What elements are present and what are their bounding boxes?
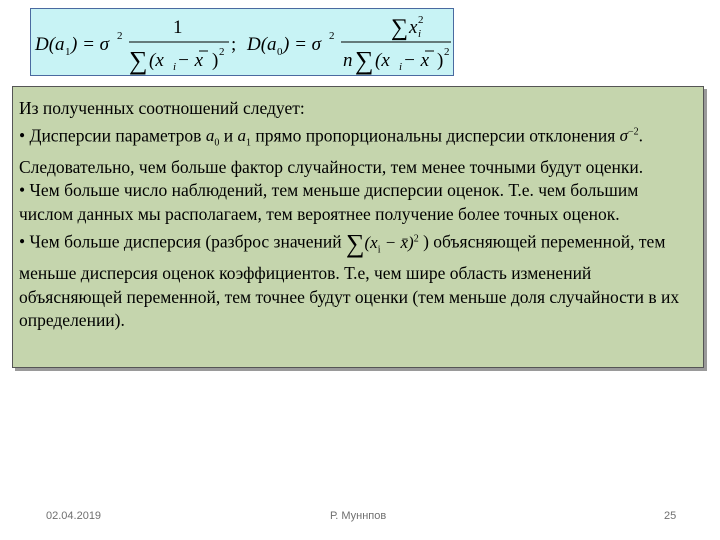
sigma-sq-1: 2 <box>117 30 123 42</box>
den-rparen-2: ) <box>437 50 444 71</box>
d-a0-lhs: D(a <box>247 34 277 55</box>
sum-symbol-num: ∑ <box>391 15 409 41</box>
num-sub-i: i <box>418 28 422 40</box>
den-n: n <box>343 50 353 71</box>
den-minus-xbar-2: − x <box>403 50 430 71</box>
den-sub-i-1: i <box>173 61 177 73</box>
footer-author: Р. Муннпов <box>330 510 387 522</box>
d-a1-lhs: D(a <box>35 34 65 55</box>
sum-symbol-1: ∑ <box>129 46 148 75</box>
numerator-one: 1 <box>173 17 183 38</box>
bullet-3 <box>19 227 695 333</box>
d-a1-sub: 1 <box>65 46 71 58</box>
bullet-1-end: . Следовательно, чем больше фактор случайности, тем менее точными будут оценки. <box>19 125 644 177</box>
num-sq: 2 <box>418 14 424 26</box>
sigma-sym: $\sigma^{-2}$ <box>619 126 639 146</box>
bullet-3-end: ) объясняющей переменной, тем меньше дисперсия оценок коэффициентов. Т.е, чем шире область изменений объясняющей переменной, тем точнее будут оценки (тем меньше доля случайности в их определении). <box>19 231 680 331</box>
bullet-3-start: • Чем больше дисперсия (разброс значений <box>19 231 346 252</box>
sigma-sq-2: 2 <box>329 30 335 42</box>
conclusions-text-box <box>12 86 704 368</box>
param-a0: $a_0$ <box>205 126 220 149</box>
bullet-1-mid: прямо пропорциональны дисперсии отклонения <box>250 125 620 146</box>
den-sq-2: 2 <box>444 46 450 58</box>
footer-page-number: 25 <box>664 510 677 522</box>
and-word: и <box>219 125 238 146</box>
formula-box <box>30 8 454 76</box>
d-a0-eq-sigma: ) = σ <box>283 34 322 55</box>
den-body-2: (x <box>375 50 390 71</box>
den-rparen-1: ) <box>212 50 219 71</box>
bullet-1 <box>19 121 695 180</box>
den-minus-xbar-1: − x <box>177 50 204 71</box>
sum-symbol-2: ∑ <box>355 46 374 75</box>
num-x: x <box>409 17 418 38</box>
intro-line: Из полученных соотношений следует: <box>19 98 305 118</box>
den-sq-1: 2 <box>219 46 225 58</box>
semicolon: ; <box>231 34 237 55</box>
spread-expression: $\sum(x_i$ − x̄)$^2$ <box>345 228 419 258</box>
footer-date: 02.04.2019 <box>46 510 102 522</box>
d-a0-sub: 0 <box>277 46 283 58</box>
bullet-2: • Чем больше число наблюдений, тем меньше дисперсии оценок. Т.е. чем большим числом данных мы располагаем, тем вероятнее получение более точных оценок. <box>19 180 639 225</box>
den-sub-i-2: i <box>399 61 403 73</box>
bullet-1-start: • Дисперсии параметров <box>19 125 206 146</box>
param-a1: $a_1$ <box>237 126 251 149</box>
d-a1-eq-sigma: ) = σ <box>71 34 110 55</box>
den-body-1: (x <box>149 50 164 71</box>
variance-formulas <box>31 9 455 77</box>
